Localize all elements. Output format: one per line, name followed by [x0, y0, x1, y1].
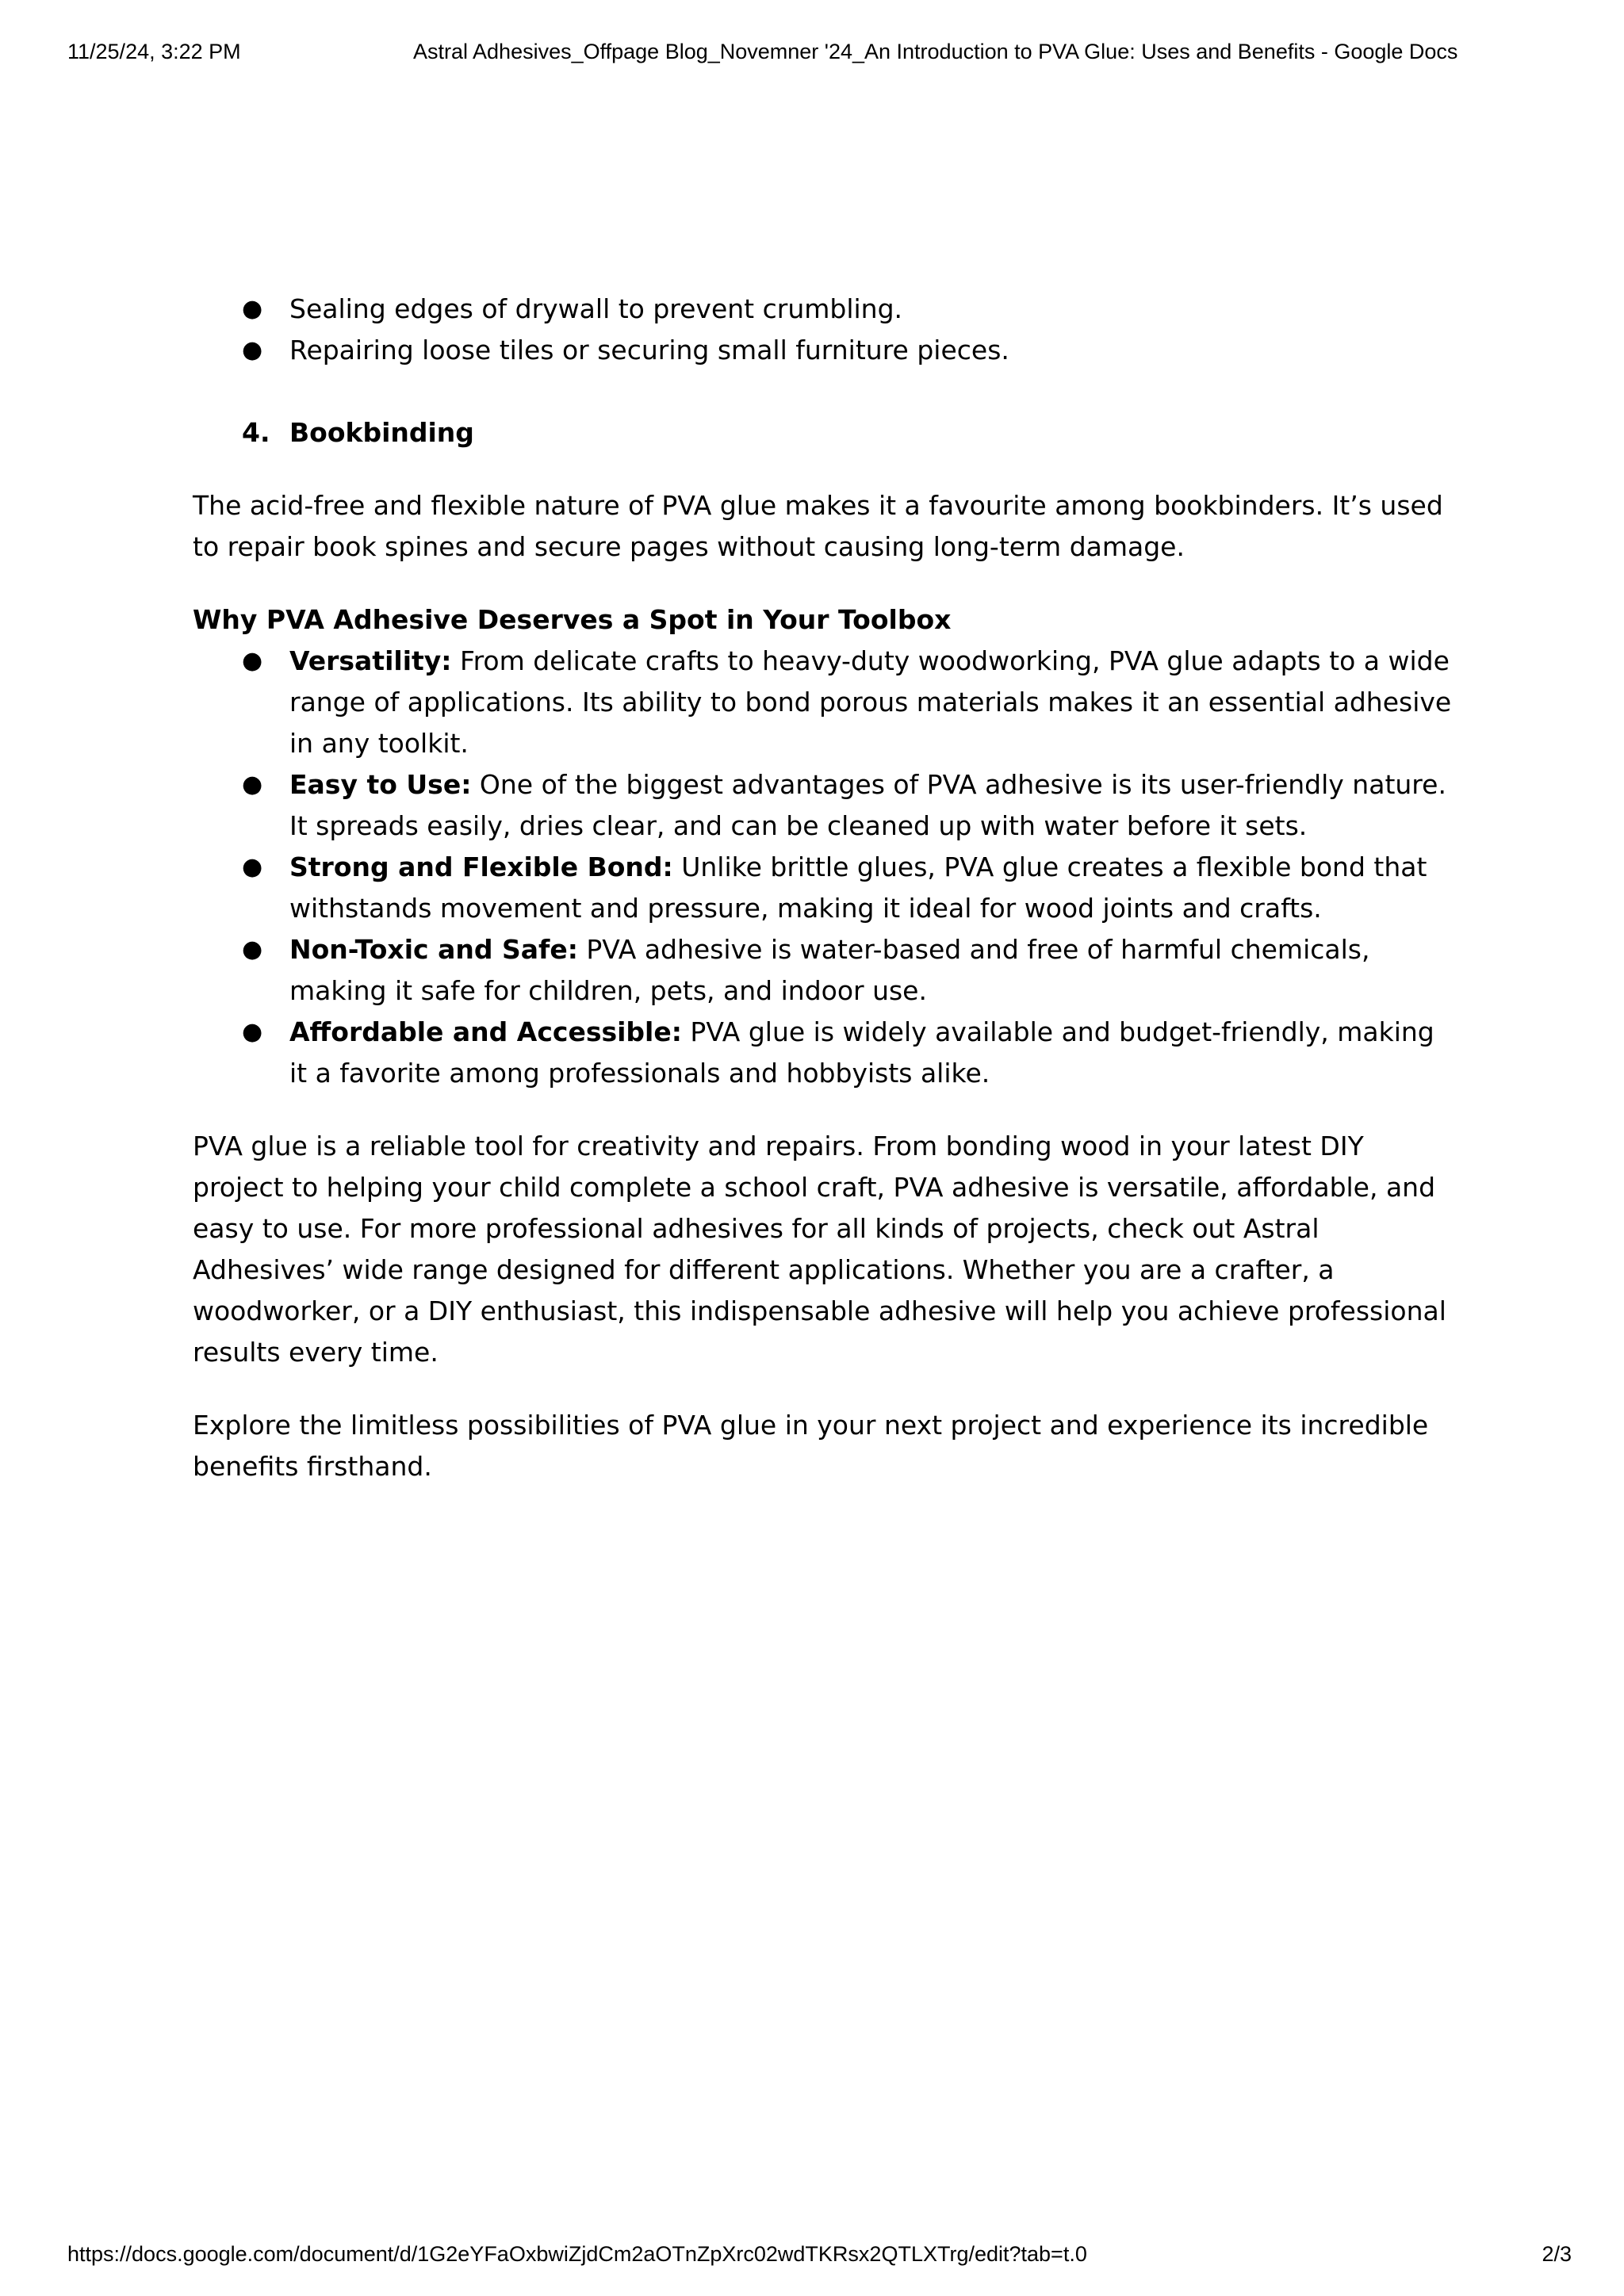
- conclusion-paragraph: PVA glue is a reliable tool for creativity and repairs. From bonding wood in your latest DIY project to helping your child complete a school craft, PVA adhesive is versatile, affordable, and easy to use. For more professional adhesives for all kinds of projects, check out Astral Adhesives’ wide range designed for different applications. Whether you are a crafter, a woodworker, or a DIY enthusiast, this indispensable adhesive will help you achieve professional results every time.: [193, 1131, 1446, 1368]
- benefit-label: Non-Toxic and Safe:: [289, 934, 578, 965]
- benefit-item-affordable: [193, 1012, 1454, 1094]
- benefits-list: [193, 641, 1461, 1094]
- bullet-icon: ●: [242, 336, 263, 364]
- intro-bullet-list: [193, 289, 1461, 371]
- closing-paragraph: Explore the limitless possibilities of PVA glue in your next project and experience its incredible benefits firsthand.: [193, 1410, 1429, 1482]
- document-url: https://docs.google.com/document/d/1G2eYFaOxbwiZjdCm2aOTnZpXrc02wdTKRsx2QTLXTrg/edit?tab=t.0: [67, 2242, 1087, 2266]
- numbered-heading-bookbinding: [193, 412, 1461, 453]
- page-number: 2/3: [1542, 2242, 1572, 2266]
- bullet-icon: ●: [242, 771, 263, 798]
- benefit-text: Unlike brittle glues, PVA glue creates a flexible bond that withstands movement and pressure, making it ideal for wood joints and crafts.: [289, 851, 1427, 924]
- benefit-text: PVA glue is widely available and budget-friendly, making it a favorite among professionals and hobbyists alike.: [289, 1016, 1434, 1089]
- document-title: Astral Adhesives_Offpage Blog_Novemner '24_An Introduction to PVA Glue: Uses and Benefits - Google Docs: [413, 40, 1458, 63]
- benefit-text: From delicate crafts to heavy-duty woodworking, PVA glue adapts to a wide range of applications. Its ability to bond porous materials makes it an essential adhesive in any toolkit.: [289, 645, 1452, 759]
- benefit-label: Versatility:: [289, 645, 452, 676]
- bullet-icon: ●: [242, 936, 263, 963]
- list-item-text: Sealing edges of drywall to prevent crumbling.: [289, 293, 903, 324]
- benefit-text: One of the biggest advantages of PVA adhesive is its user-friendly nature. It spreads easily, dries clear, and can be cleaned up with water before it sets.: [289, 769, 1446, 841]
- benefit-label: Affordable and Accessible:: [289, 1016, 682, 1047]
- list-number: 4.: [242, 417, 270, 448]
- list-item-text: Repairing loose tiles or securing small furniture pieces.: [289, 335, 1009, 365]
- bullet-icon: ●: [242, 647, 263, 675]
- benefit-item-strong-bond: [193, 847, 1454, 929]
- list-item: [193, 330, 1454, 371]
- bullet-icon: ●: [242, 295, 263, 323]
- benefit-item-easy-to-use: [193, 764, 1454, 847]
- section-heading: Why PVA Adhesive Deserves a Spot in Your Toolbox: [193, 604, 952, 635]
- benefit-label: Strong and Flexible Bond:: [289, 851, 673, 882]
- print-datetime: 11/25/24, 3:22 PM: [67, 40, 241, 63]
- benefit-label: Easy to Use:: [289, 769, 472, 800]
- document-body: [193, 289, 1461, 1487]
- list-item: [193, 289, 1454, 330]
- benefit-item-non-toxic: [193, 929, 1454, 1012]
- numbered-heading-title: Bookbinding: [289, 417, 474, 448]
- bullet-icon: ●: [242, 853, 263, 881]
- benefit-text: PVA adhesive is water-based and free of harmful chemicals, making it safe for children, pets, and indoor use.: [289, 934, 1370, 1006]
- bullet-icon: ●: [242, 1018, 263, 1046]
- benefit-item-versatility: [193, 641, 1454, 764]
- bookbinding-paragraph: The acid-free and flexible nature of PVA glue makes it a favourite among bookbinders. It’s used to repair book spines and secure pages without causing long-term damage.: [193, 490, 1443, 562]
